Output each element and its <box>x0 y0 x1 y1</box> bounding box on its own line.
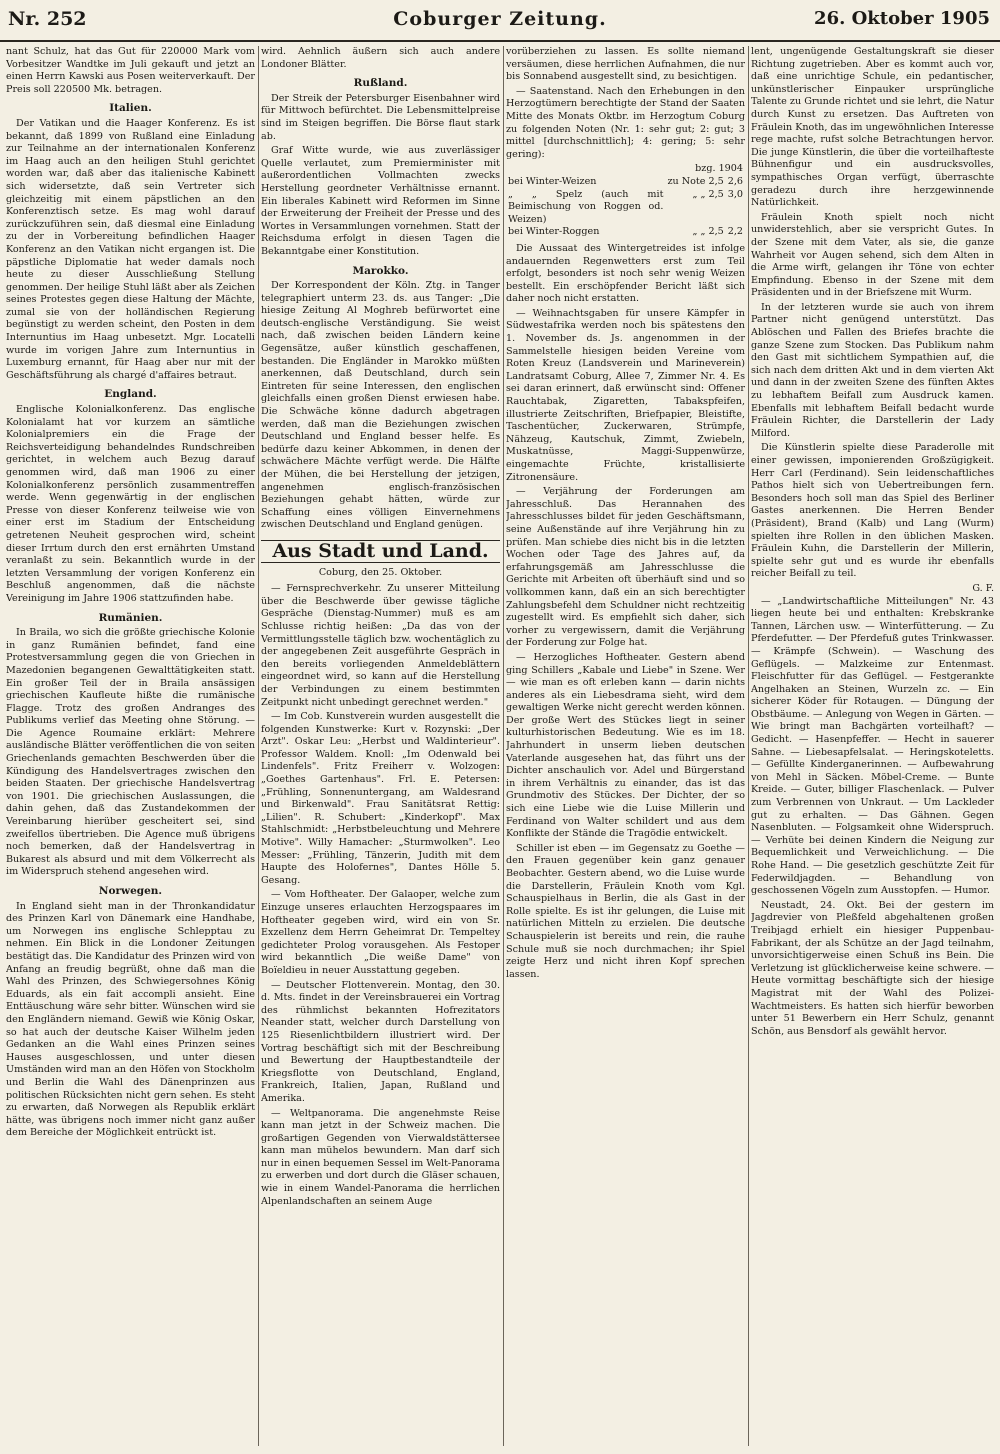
paragraph: nant Schulz, hat das Gut für 220000 Mark vom Vorbesitzer Wandtke im Juli gekauft und jetzt an einen Herrn Kawski aus Posen weiterverkauft. Der Preis soll 220500 Mk. betragen. <box>6 46 255 95</box>
paragraph: Der Korrespondent der Köln. Ztg. in Tanger telegraphiert unterm 23. ds. aus Tanger: „Die hiesige Zeitung Al Moghreb befürwortet eine deutsch-englische Verständigung. Sie weist nach, daß zwischen beiden Ländern keine Gegensätze, außer künstlich geschaffenen, bestanden. Die Engländer in Marokko müßten anerkennen, daß Deutschland, durch sein Eintreten für seine Interessen, den englischen gleichfalls einen großen Dienst erwiesen habe. Die Schwäche könne dadurch abgetragen werden, daß man die Beziehungen zwischen Deutschland und England besser helfe. Es bedürfe dazu keiner Abkommen, in denen der schwächere Mächte verfügt werde. Die Hälfte der Mühen, die bei Herstellung der jetzigen, angenehmen englisch-französischen Beziehungen gehabt hätten, würde zur Schaffung eines völligen Einvernehmens zwischen Deutschland und England genügen. <box>261 280 500 531</box>
table-row <box>506 176 745 189</box>
table-header: bzg. 1904 <box>695 163 743 175</box>
paragraph: — „Landwirtschaftliche Mitteilungen" Nr. 43 liegen heute bei und enthalten: Krebskranke Tannen, Lärchen usw. — Winterfütterung. — Zu Pferdefutter. — Der Pferdefuß gutes Trinkwasser. — Krämpfe (Schwein). — Waschung des Geflügels. — Malzkeime zur Entenmast. Fleischfutter für das Geflügel. — Festgerankte Angelhaken an Steinen, Wurzeln zc. — Ein sicherer Köder für Rotaugen. — Düngung der Obstbäume. — Anlegung von Wegen in Gärten. — Wie bringt man Bachgärten vorteilhaft? — Gedicht. — Hasenpfeffer. — Hecht in sauerer Sahne. — Liebesapfelsalat. — Heringskoteletts. — Gefüllte Kinderganerinnen. — Aufbewahrung von Mehl in Säcken. Möbel-Creme. — Bunte Kreide. — Guter, billiger Flaschenlack. — Pulver zum Verbrennen von Unkraut. — Um Lackleder gut zu erhalten. — Das Gähnen. Gegen Nasenbluten. — Folgsamkeit ohne Widerspruch. — Verhüte bei deinen Kindern die Neigung zur Bequemlichkeit und Verweichlichung. — Die Rohe Hand. — Die gesetzlich geschützte Zeit für Federwildjagden. — Behandlung von geschossenen Vögeln zum Ausstopfen. — Humor. <box>751 595 994 897</box>
paragraph: Der Streik der Petersburger Eisenbahner wird für Mittwoch befürchtet. Die Lebensmittelpreise sind im Steigen begriffen. Die Börse flaut stark ab. <box>261 92 500 142</box>
paragraph: lent, ungenügende Gestaltungskraft sie dieser Richtung zugetrieben. Aber es kommt auch vor, daß eine unrichtige Schule, ein pedantischer, unkünstlerischer Einpauker ursprüngliche Talente zu Grunde richtet und sie lehrt, die Natur durch Kunst zu ersetzen. Das Auftreten von Fräulein Knoth, das im ungewöhnlichen Interesse rege machte, rufst solche Betrachtungen hervor. Die junge Künstlerin, die über die vorteilhafteste Bühnenfigur und ein ausdrucksvolles, sympathisches Organ verfügt, überraschte geradezu durch ihre herzgewinnende Natürlichkeit. <box>751 46 994 209</box>
paragraph: vorüberziehen zu lassen. Es sollte niemand versäumen, diese herrlichen Aufnahmen, die nur bis Sonnabend ausgestellt sind, zu besichtigen. <box>506 46 745 83</box>
paragraph: Graf Witte wurde, wie aus zuverlässiger Quelle verlautet, zum Premierminister mit außerordentlichen Vollmachten zwecks Herstellung geordneter Verhältnisse ernannt. Ein liberales Kabinett wird Reformen im Sinne der Erweiterung der Freiheit der Presse und des Wortes in Versammlungen vornehmen. Statt der Reichsduma erfolgt in diesen Tagen die Bekanntgabe einer Konstitution. <box>261 145 500 257</box>
column-4 <box>751 46 994 1446</box>
table-cell: 2,2 <box>727 226 743 238</box>
table-row <box>506 189 745 227</box>
section-heading-italien: Italien. <box>109 102 152 115</box>
paragraph: — Verjährung der Forderungen am Jahresschluß. Das Herannahen des Jahresschlusses bildet für jeden Geschäftsmann, seine Außenstände auf ihre Verjährung hin zu prüfen. Man schiebe dies nicht bis in die letzten Wochen oder Tage des Jahres auf, da erfahrungsgemäß am Jahresschlusse die Gerichte mit Arbeiten oft überhäuft sind und so vollkommen kann, daß ein an sich berechtigter Zahlungsbefehl dem Schuldner nicht rechtzeitig zugestellt wird. Es empfiehlt sich daher, sich vorher zu vergewissern, damit die Verjährung der Forderung zur Folge hat. <box>506 486 745 649</box>
paragraph: wird. Aehnlich äußern sich auch andere Londoner Blätter. <box>261 46 500 70</box>
section-headline-stadt-land: Aus Stadt und Land. <box>261 540 500 563</box>
paragraph: Der Vatikan und die Haager Konferenz. Es ist bekannt, daß 1899 von Rußland eine Einladung zur Teilnahme an der internationalen Konferenz im Haag auch an den heiligen Stuhl gerichtet worden war, daß aber das italienische Kabinett sich widersetzte, daß sein Vertreter sich gleichzeitig mit einem päpstlichen an den Konferenztisch setze. Es mag wohl darauf zurückzuführen sein, daß diesmal eine Einladung zu der in Vorbereitung befindlichen Haager Konferenz an den Vatikan nicht ergangen ist. Die päpstliche Diplomatie hat weder damals noch heute zu dieser Ausschließung Stellung genommen. Der heilige Stuhl läßt aber als Zeichen seines Protestes gegen diese Haltung der Mächte, zumal sie von der holländischen Regierung begünstigt zu werden scheint, den Posten in dem Internuntius im Haag unbesetzt. Mgr. Locatelli wurde im vorigen Jahre zum Internuntius in Luxemburg ernannt, für Haag aber nur mit der Geschäftsführung als chargé d'affaires betraut. <box>6 117 255 381</box>
dateline: Coburg, den 25. Oktober. <box>318 566 443 578</box>
paragraph: — Weltpanorama. Die angenehmste Reise kann man jetzt in der Schweiz machen. Die großartigen Gegenden von Vierwaldstättersee kann man mühelos bewundern. Man darf sich nur in einen bequemen Sessel im Welt-Panorama zu erwerben und dort durch die Gläser schauen, wie in einem Wandel-Panorama die herrlichen Alpenlandschaften an seinem Auge <box>261 1107 500 1207</box>
table-cell: zu Note 2,5 <box>667 175 724 187</box>
section-heading-rumaenien: Rumänien. <box>98 611 163 624</box>
table-cell: bei Winter-Weizen <box>508 175 597 187</box>
paragraph: — Fernsprechverkehr. Zu unserer Mitteilung über die Beschwerde über gewisse tägliche Gespräche (Dienstag-Nummer) muß es am Schlusse richtig heißen: „Da das von der Vermittlungsstelle täglich bzw. wochentäglich zu der angegebenen Zeit ausgeführte Gespräch in den bereits vorliegenden Anmeldeblättern eingeordnet wird, so kann auf die Herstellung der Verbindungen zu einem bestimmten Zeitpunkt nicht unbedingt gerechnet werden." <box>261 583 500 708</box>
table-cell: „ „ 2,5 <box>692 188 724 200</box>
paragraph: In der letzteren wurde sie auch von ihrem Partner nicht genügend unterstützt. Das Ablöschen und Fallen des Briefes brachte die ganze Szene zum Stocken. Das Publikum nahm den Gast mit sichtlichem Sympathien auf, die sich nach dem dritten Akt und in dem vierten Akt und dann in der zweiten Szene des fünften Aktes zu lebhaftem Beifall zum Ausdruck kamen. Ebenfalls mit lebhaftem Beifall bedacht wurde Fräulein Richter, die Darstellerin der Lady Milford. <box>751 301 994 439</box>
issue-date: 26. Oktober 1905 <box>814 8 990 29</box>
table-cell: „ „ 2,5 <box>692 226 724 238</box>
paragraph: In England sieht man in der Thronkandidatur des Prinzen Karl von Dänemark eine Handhabe, um Norwegen ins englische Schlepptau zu nehmen. Ein Blick in die Londoner Zeitungen bestätigt das. Die Kandidatur des Prinzen wird von Anfang an freudig begrüßt, ohne daß man die Wahl des Prinzen, des Schwiegersohnes König Eduards, als ein fait accompli ansieht. Eine Enttäuschung wäre sehr bitter. Wünschen wird sie den Engländern niemand. Gewiß wie König Oskar, so hat auch der deutsche Kaiser Wilhelm jeden Gedanken an die Wahl eines Prinzen seines Hauses ausgeschlossen, und unter diesen Umständen wird man an den Höfen von Stockholm und Berlin die Wahl des Dänenprinzen aus politischen Rücksichten nicht gern sehen. Es steht zu erwarten, daß Norwegen als Republik erklärt hätte, was übrigens noch immer nicht ganz außer dem Bereiche der Möglichkeit entrückt ist. <box>6 900 255 1139</box>
crop-rating-table <box>506 163 745 239</box>
paragraph: Fräulein Knoth spielt noch nicht unwiderstehlich, aber sie verspricht Gutes. In der Szene mit dem Vater, als sie, die ganze Wahrheit vor Augen sehend, sich dem Alten in die Arme wirft, gelangen ihr Töne von echter Empfindung. Ebenso in der Szene mit dem Präsidenten und in der Briefszene mit Wurm. <box>751 211 994 299</box>
issue-number: Nr. 252 <box>8 8 87 30</box>
section-heading-russland: Rußland. <box>353 77 408 90</box>
paragraph: In Braila, wo sich die größte griechische Kolonie in ganz Rumänien befindet, fand eine Protestversammlung gegen die von Griechen in Mazedonien begangenen Gewalttätigkeiten statt. Ein großer Teil der in Braila ansässigen griechischen Kaufleute hißte die rumänische Flagge. Trotz des großen Andranges des Publikums verlief das Meeting ohne Störung. — Die Agence Roumaine erklärt: Mehrere ausländische Blätter veröffentlichen die von seiten Griechenlands gemachten Beschwerden über die Kündigung des Handelsvertrages zwischen den beiden Staaten. Der griechische Handelsvertrag von 1901. Die griechischen Auslassungen, die dahin gehen, daß das Zustandekommen der Vereinbarung hierüber gescheitert sei, sind zweifellos übertrieben. Die Agence muß übrigens noch bemerken, daß der Handelsvertrag in Bukarest als absurd und mit dem Völkerrecht als im Widerspruch stehend angesehen wird. <box>6 627 255 878</box>
paragraph: Die Aussaat des Wintergetreides ist infolge andauernden Regenwetters erst zum Teil erfolgt, besonders ist noch sehr wenig Weizen bestellt. Ein erschöpfender Bericht läßt sich daher noch nicht erstatten. <box>506 242 745 305</box>
table-row <box>506 226 745 239</box>
author-signature: G. F. <box>972 582 994 594</box>
paragraph: — Herzogliches Hoftheater. Gestern abend ging Schillers „Kabale und Liebe" in Szene. Wer — wie man es oft erleben kann — darin nichts anderes als ein Liebesdrama sieht, wird dem gewaltigen Werke nicht gerecht werden können. Der große Wert des Stückes liegt in seiner kulturhistorischen Bedeutung. Wie es im 18. Jahrhundert in unserm lieben deutschen Vaterlande ausgesehen hat, das führt uns der Dichter anschaulich vor. Adel und Bürgerstand in ihrem Verhältnis zu einander, das ist das Grundmotiv des Stückes. Der Dichter, der so sich eine Liebe wie die Luise Millerin und Ferdinand von Walter schildert und aus dem Konflikte der Stände die Tragödie entwickelt. <box>506 651 745 840</box>
table-cell: bei Winter-Roggen <box>508 226 600 238</box>
section-heading-marokko: Marokko. <box>352 264 409 277</box>
paragraph: Die Künstlerin spielte diese Paraderolle mit einer gewissen, imponierenden Großzügigkeit. Herr Carl (Ferdinand). Sein leidenschaftliches Pathos hielt sich von Uebertreibungen fern. Besonders hoch soll man das Spiel des Berliner Gastes anerkennen. Die Herren Bender (Präsident), Brand (Kalb) und Lang (Wurm) spielten ihre Rollen in den üblichen Masken. Fräulein Kuhn, die Darstellerin der Millerin, spielte sehr gut und es wurde ihr ebenfalls reicher Beifall zu teil. <box>751 442 994 580</box>
section-heading-england: England. <box>104 388 157 401</box>
column-rule <box>748 46 749 1446</box>
column-rule <box>258 46 259 1446</box>
paragraph: — Vom Hoftheater. Der Galaoper, welche zum Einzuge unseres erlauchten Herzogspaares im Hoftheater gegeben wird, wird ein von Sr. Exzellenz dem Herrn Geheimrat Dr. Tempeltey gedichteter Prolog vorausgehen. Als Festoper wird bekanntlich „Die weiße Dame" von Boïeldieu in neuer Ausstattung gegeben. <box>261 889 500 976</box>
table-cell: 3,0 <box>727 188 743 200</box>
paragraph: — Im Cob. Kunstverein wurden ausgestellt die folgenden Kunstwerke: Kurt v. Rozynski: „Der Arzt". Oskar Leu: „Herbst und Waldinterieur". Professor Waldem. Knoll: „Im Odenwald bei Lindenfels". Fritz Freiherr v. Wolzogen: „Goethes Gartenhaus". Frl. E. Petersen: „Frühling, Sonnenuntergang, am Waldesrand und Birkenwald". Frau Sanitätsrat Rettig: „Lilien". R. Schubert: „Kinderkopf". Max Stahlschmidt: „Herbstbeleuchtung und Mehrere Motive". Willy Hamacher: „Sturmwolken". Leo Messer: „Frühling, Tänzerin, Judith mit dem Haupte des Holofernes", Dantes Hölle 5. Gesang. <box>261 711 500 886</box>
paragraph: Schiller ist eben — im Gegensatz zu Goethe — den Frauen gegenüber kein ganz genauer Beobachter. Gestern abend, wo die Luise wurde die Darstellerin, Fräulein Knoth vom Kgl. Schauspielhaus in Berlin, die als Gast in der Rolle spielte. Es ist ihr gelungen, die Luise mit natürlichen Mitteln zu erzielen. Die deutsche Schauspielerin ist bereits und rein, die rauhe Schule muß sie noch durchmachen; ihr Spiel zeigte Herz und nicht ihren Kopf sprechen lassen. <box>506 842 745 980</box>
section-heading-norwegen: Norwegen. <box>98 885 163 897</box>
paragraph: — Weihnachtsgaben für unsere Kämpfer in Südwestafrika werden noch bis spätestens den 1. November ds. Js. angenommen in der Sammelstelle hiesigen beiden Vereine vom Roten Kreuz (Landsverein und Marineverein) Landratsamt Coburg, Allee 7, Zimmer Nr. 4. Es sei daran erinnert, daß erwünscht sind: Offener Rauchtabak, Zigaretten, Tabakspfeifen, illustrierte Zeitschriften, Briefpapier, Bleistifte, Taschentücher, Zuckerwaren, Strümpfe, Nähzeug, Kautschuk, Zimmt, Zwiebeln, Muskatnüsse, Maggi-Suppenwürze, eingemachte Früchte, kristallisierte Zitronensäure. <box>506 307 745 483</box>
column-3 <box>506 46 745 1446</box>
table-cell: „ „ Spelz (auch mit Beimischung von Roggen od. Weizen) <box>508 188 664 225</box>
paragraph: Englische Kolonialkonferenz. Das englische Kolonialamt hat vor kurzem an sämtliche Kolonialpremiers ein die Frage der Reichsverteidigung behandelndes Rundschreiben gerichtet, in welchem auch Bezug darauf genommen wird, daß man 1906 zu einer Kolonialkonferenz persönlich zusammentreffen werde. Wenn gegenwärtig in der englischen Presse von dieser Konferenz teilweise wie von einer erst im Stadium der Entscheidung getretenen Neuheit gesprochen wird, scheint dieser Irrtum durch den erst ernährten Umstand veranlaßt zu sein. Bekanntlich wurde in der letzten Versammlung der vorigen Konferenz ein Beschluß angenommen, daß die nächste Vereinigung im Jahre 1906 stattzufinden habe. <box>6 404 255 604</box>
column-2 <box>261 46 500 1446</box>
table-cell: 2,6 <box>727 175 743 187</box>
paragraph: — Deutscher Flottenverein. Montag, den 30. d. Mts. findet in der Vereinsbrauerei ein Vortrag des rühmlichst bekannten Hofrezitators Neander statt, welcher durch Darstellung von 125 Riesenlichtbildern illustriert wird. Der Vortrag beschäftigt sich mit der Beschreibung und Bewertung der Hauptbestandteile der Kriegsflotte von Deutschland, England, Frankreich, Italien, Japan, Rußland und Amerika. <box>261 979 500 1104</box>
newspaper-title: Coburger Zeitung. <box>393 8 607 30</box>
paragraph: — Saatenstand. Nach den Erhebungen in den Herzogtümern berechtigte der Stand der Saaten Mitte des Monats Oktbr. im Herzogtum Coburg zu folgenden Noten (Nr. 1: sehr gut; 2: gut; 3 mittel [durchschnittlich]; 4: gering; 5: sehr gering): <box>506 85 745 160</box>
paragraph: Neustadt, 24. Okt. Bei der gestern im Jagdrevier von Pleßfeld abgehaltenen großen Treibjagd erhielt ein hiesiger Puppenbau-Fabrikant, der als Schütze an der Jagd teilnahm, unvorsichtigerweise einen Schuß ins Bein. Die Verletzung ist glücklicherweise keine schwere. — Heute vormittag beschäftigte sich der hiesige Magistrat mit der Wahl des Polizei-Wachtmeisters. Es hatten sich hierfür beworben unter 51 Bewerbern ein Herr Schulz, genannt Schön, aus Bensdorf als gewählt hervor. <box>751 899 994 1037</box>
table-header-row <box>506 163 745 176</box>
masthead <box>0 0 1000 42</box>
column-rule <box>503 46 504 1446</box>
column-1 <box>6 46 255 1446</box>
